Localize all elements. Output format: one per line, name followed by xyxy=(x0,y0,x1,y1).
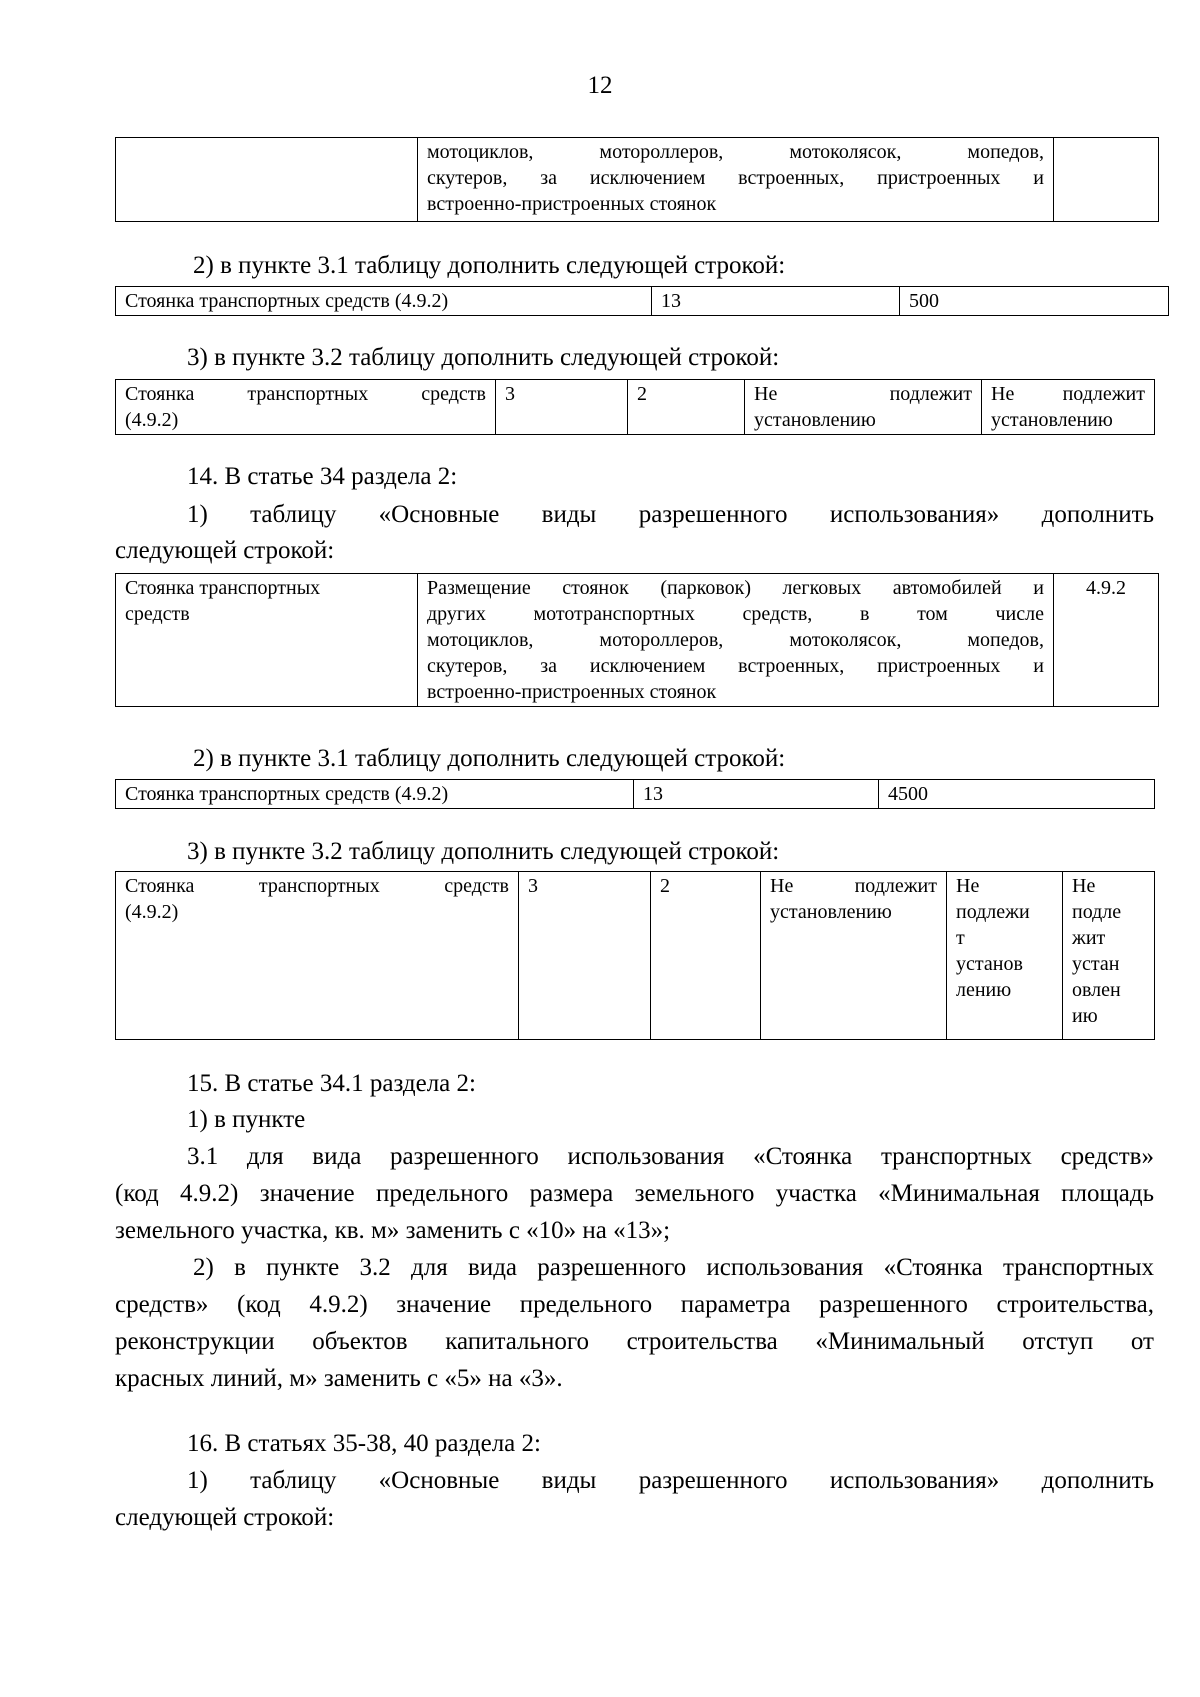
paragraph-line: 2) в пункте 3.2 для вида разрешенного использования «Стоянка транспортных xyxy=(193,1254,1154,1281)
paragraph-line: средств» (код 4.9.2) значение предельного параметра разрешенного строительства, xyxy=(115,1291,1154,1318)
cell-line: встроенно-пристроенных стоянок xyxy=(427,193,717,215)
table-cell xyxy=(1054,138,1159,222)
cell-word: мотороллеров, xyxy=(599,141,724,163)
table-cell: Не подлежит установлению xyxy=(982,380,1155,435)
table-cell xyxy=(116,138,418,222)
cell-line: скутеров, за исключением встроенных, пристроенных и xyxy=(427,167,1044,189)
page-number: 12 xyxy=(587,72,613,99)
table-row-3-1-b xyxy=(115,779,1155,809)
table-cell: 4.9.2 xyxy=(1054,574,1159,707)
cell-word: мопедов, xyxy=(967,141,1044,163)
table-cell: 2 xyxy=(651,872,761,1040)
table-row-3-1-a xyxy=(115,286,1169,316)
cell-word: мотоколясок, xyxy=(789,141,902,163)
table-cell: 500 xyxy=(900,287,1169,316)
table-cell: Не подлежит установлению xyxy=(761,872,947,1040)
paragraph: 1) в пункте xyxy=(187,1106,306,1133)
paragraph: 3) в пункте 3.2 таблицу дополнить следующей строкой: xyxy=(187,344,780,371)
cell-word: мотоциклов, xyxy=(427,141,534,163)
table-cell: 13 xyxy=(652,287,900,316)
table-cell xyxy=(418,138,1054,222)
paragraph-line: (код 4.9.2) значение предельного размера земельного участка «Минимальная площадь xyxy=(115,1180,1154,1207)
table-cell: Стоянка транспортных средств (4.9.2) xyxy=(116,872,519,1040)
table-row-3-2-b xyxy=(115,871,1155,1040)
table-cell: 3 xyxy=(519,872,651,1040)
table-cell: Стоянка транспортных средств xyxy=(116,574,418,707)
paragraph-line: 1) таблицу «Основные виды разрешенного использования» дополнить xyxy=(187,1467,1154,1494)
table-cell: 4500 xyxy=(879,780,1155,809)
table-cell: Стоянка транспортных средств (4.9.2) xyxy=(116,380,496,435)
section-heading: 15. В статье 34.1 раздела 2: xyxy=(187,1070,476,1097)
table-cell: Стоянка транспортных средств (4.9.2) xyxy=(116,780,634,809)
table-continuation xyxy=(115,137,1159,222)
paragraph-line: следующей строкой: xyxy=(115,1504,335,1531)
section-heading: 16. В статьях 35-38, 40 раздела 2: xyxy=(187,1430,541,1457)
paragraph-line: 3.1 для вида разрешенного использования «Стоянка транспортных средств» xyxy=(187,1143,1154,1170)
paragraph: 3) в пункте 3.2 таблицу дополнить следующей строкой: xyxy=(187,838,780,865)
table-main-use-34 xyxy=(115,573,1159,707)
table-cell: Не подлежит установлению xyxy=(745,380,982,435)
section-heading: 14. В статье 34 раздела 2: xyxy=(187,463,458,490)
table-cell: 2 xyxy=(628,380,745,435)
table-cell: 3 xyxy=(496,380,628,435)
table-cell: 13 xyxy=(634,780,879,809)
table-cell: Стоянка транспортных средств (4.9.2) xyxy=(116,287,652,316)
paragraph-line: следующей строкой: xyxy=(115,537,335,564)
paragraph-line: земельного участка, кв. м» заменить с «10» на «13»; xyxy=(115,1217,671,1244)
paragraph-line: реконструкции объектов капитального строительства «Минимальный отступ от xyxy=(115,1328,1154,1355)
paragraph-line: красных линий, м» заменить с «5» на «3». xyxy=(115,1365,563,1392)
paragraph: 2) в пункте 3.1 таблицу дополнить следующей строкой: xyxy=(193,745,786,772)
paragraph: 2) в пункте 3.1 таблицу дополнить следующей строкой: xyxy=(193,252,786,279)
paragraph-line: 1) таблицу «Основные виды разрешенного использования» дополнить xyxy=(187,501,1154,528)
table-cell: Размещение стоянок (парковок) легковых автомобилей и других мототранспортных средств, в том числе мотоциклов, мотороллеров, мотоколясок, мопедов, скутеров, за исключением встроенных, пристроенных и встроенно-пристроенных стоянок xyxy=(418,574,1054,707)
table-row-3-2-a xyxy=(115,379,1155,435)
table-cell: Не подлежи т установ лению xyxy=(947,872,1063,1040)
table-cell: Не подле жит устан овлен ию xyxy=(1063,872,1155,1040)
